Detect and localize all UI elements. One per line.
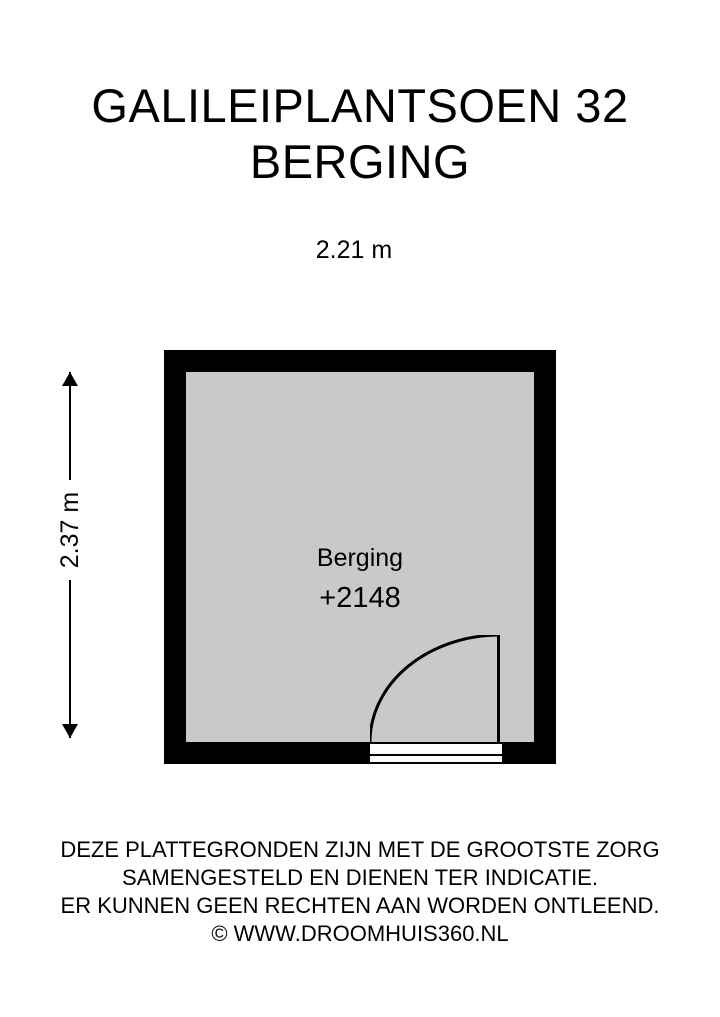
disclaimer-line-1: DEZE PLATTEGRONDEN ZIJN MET DE GROOTSTE ZORG <box>60 837 660 862</box>
arrow-up-icon <box>62 372 78 386</box>
height-dimension-label: 2.37 m <box>56 480 84 580</box>
disclaimer-line-3: ER KUNNEN GEEN RECHTEN AAN WORDEN ONTLEEND. <box>60 893 660 918</box>
room-name-label: Berging <box>316 544 404 572</box>
width-dimension-label: 2.21 m <box>302 236 406 264</box>
floor-plan <box>164 350 556 764</box>
door-leaf <box>497 635 500 742</box>
door-opening <box>370 742 502 764</box>
door-threshold-line <box>370 754 502 756</box>
room-level-label: +2148 <box>319 582 401 614</box>
height-dimension-label-wrap <box>52 466 88 594</box>
height-dimension <box>48 372 92 738</box>
page-title <box>0 78 720 190</box>
disclaimer-line-2: SAMENGESTELD EN DIENEN TER INDICATIE. <box>122 865 598 890</box>
disclaimer <box>0 836 720 948</box>
disclaimer-copyright: © WWW.DROOMHUIS360.NL <box>211 921 509 946</box>
width-dimension <box>180 231 528 271</box>
page-title-address: GALILEIPLANTSOEN 32 <box>91 79 629 132</box>
page-title-subject: BERGING <box>249 135 471 188</box>
arrow-down-icon <box>62 724 78 738</box>
width-dimension-label-wrap <box>180 231 528 269</box>
door-swing-arc <box>370 635 500 742</box>
